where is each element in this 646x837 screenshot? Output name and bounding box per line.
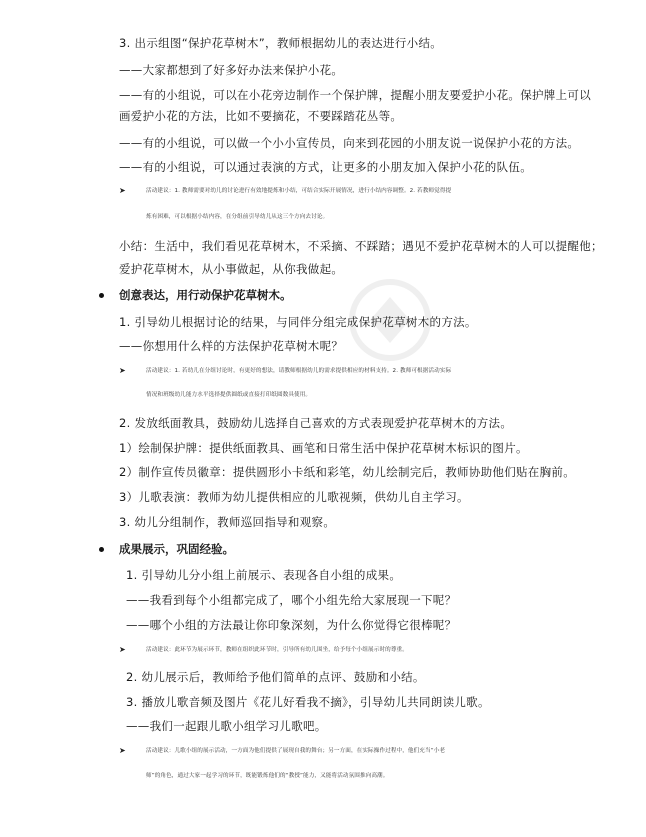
section-bullet-icon bbox=[99, 293, 104, 298]
arrow-bullet-icon: ➤ bbox=[119, 645, 126, 654]
section-heading-creative: 创意表达，用行动保护花草树木。 bbox=[119, 288, 292, 302]
dialogue-line: ——有的小组说，可以在小花旁边制作一个保护牌，提醒小朋友要爱护小花。保护牌上可以 bbox=[119, 88, 591, 102]
step-line: 3. 幼儿分组制作，教师巡回指导和观察。 bbox=[119, 515, 336, 529]
step-line: 1. 引导幼儿根据讨论的结果，与同伴分组完成保护花草树木的方法。 bbox=[119, 315, 477, 329]
section-bullet-icon bbox=[99, 547, 104, 552]
activity-tip: 活动建议：此环节为展示环节，教师在组织此环节时，引导所有幼儿围坐，给予每个小组展示时的尊重。 bbox=[146, 647, 408, 653]
step-line: 2. 发放纸面教具，鼓励幼儿选择自己喜欢的方式表现爱护花草树木的方法。 bbox=[119, 416, 513, 430]
step-line: 1. 引导幼儿分小组上前展示、表现各自小组的成果。 bbox=[126, 568, 402, 582]
summary-line-cont: 爱护花草树木，从小事做起，从你我做起。 bbox=[119, 262, 344, 276]
activity-tip: 活动建议：1. 若幼儿在分组讨论时，有更好的想法，请教师根据幼儿的需求提供相应的材料支持。2. 教师可根据活动实际 bbox=[146, 368, 452, 374]
activity-tip: 活动建议：1. 教师需要对幼儿的讨论进行有效地提炼和小结，可结合实际开展情况，进行小结内容调整。2. 若教师觉得提 bbox=[146, 188, 452, 194]
step-line: 2. 幼儿展示后，教师给予他们简单的点评、鼓励和小结。 bbox=[126, 670, 425, 684]
sub-step-line: 1）绘制保护牌：提供纸面教具、画笔和日常生活中保护花草树木标识的图片。 bbox=[119, 441, 528, 455]
arrow-bullet-icon: ➤ bbox=[119, 186, 126, 195]
step-line: 3. 播放儿歌音频及图片《花儿好看我不摘》，引导幼儿共同朗读儿歌。 bbox=[126, 695, 490, 709]
arrow-bullet-icon: ➤ bbox=[119, 366, 126, 375]
sub-step-line: 2）制作宣传员徽章：提供圆形小卡纸和彩笔，幼儿绘制完后，教师协助他们贴在胸前。 bbox=[119, 465, 576, 479]
dialogue-line-cont: 画爱护小花的方法，比如不要摘花，不要踩踏花丛等。 bbox=[119, 109, 403, 123]
section-heading-showcase: 成果展示，巩固经验。 bbox=[119, 542, 234, 556]
dialogue-line: ——我们一起跟儿歌小组学习儿歌吧。 bbox=[126, 719, 327, 733]
dialogue-line: ——我看到每个小组都完成了，哪个小组先给大家展现一下呢？ bbox=[126, 593, 457, 607]
dialogue-line: ——有的小组说，可以做一个小小宣传员，向来到花园的小朋友说一说保护小花的方法。 bbox=[119, 136, 580, 150]
summary-line: 小结：生活中，我们看见花草树木，不采摘、不踩踏；遇见不爱护花草树木的人可以提醒他； bbox=[119, 239, 603, 253]
activity-tip-cont: 情况和班级幼儿能力水平选择提供圆纸或直接打印纸圆数具使用。 bbox=[146, 392, 312, 398]
sub-step-line: 3）儿歌表演：教师为幼儿提供相应的儿歌视频，供幼儿自主学习。 bbox=[119, 490, 469, 504]
arrow-bullet-icon: ➤ bbox=[119, 746, 126, 755]
activity-tip: 活动建议：儿歌小组的展示活动，一方面为他们提供了展现自我的舞台；另一方面，在实际操作过程中，他们充当“小老 bbox=[146, 748, 446, 754]
step-3-heading: 3. 出示组图“保护花草树木”，教师根据幼儿的表达进行小结。 bbox=[119, 36, 443, 50]
activity-tip-cont: 师”的角色，通过大家一起学习的环节，既能锻炼他们的“教授”能力，又能将活动氛围推向高潮。 bbox=[146, 773, 389, 779]
dialogue-line: ——你想用什么样的方法保护花草树木呢？ bbox=[119, 339, 344, 353]
activity-tip-cont: 炼有困难，可以根据小结内容，在分组前引导幼儿从这三个方向去讨论。 bbox=[146, 214, 329, 220]
dialogue-line: ——大家都想到了好多好办法来保护小花。 bbox=[119, 63, 344, 77]
dialogue-line: ——哪个小组的方法最让你印象深刻，为什么你觉得它很棒呢？ bbox=[126, 618, 457, 632]
dialogue-line: ——有的小组说，可以通过表演的方式，让更多的小朋友加入保护小花的队伍。 bbox=[119, 160, 532, 174]
